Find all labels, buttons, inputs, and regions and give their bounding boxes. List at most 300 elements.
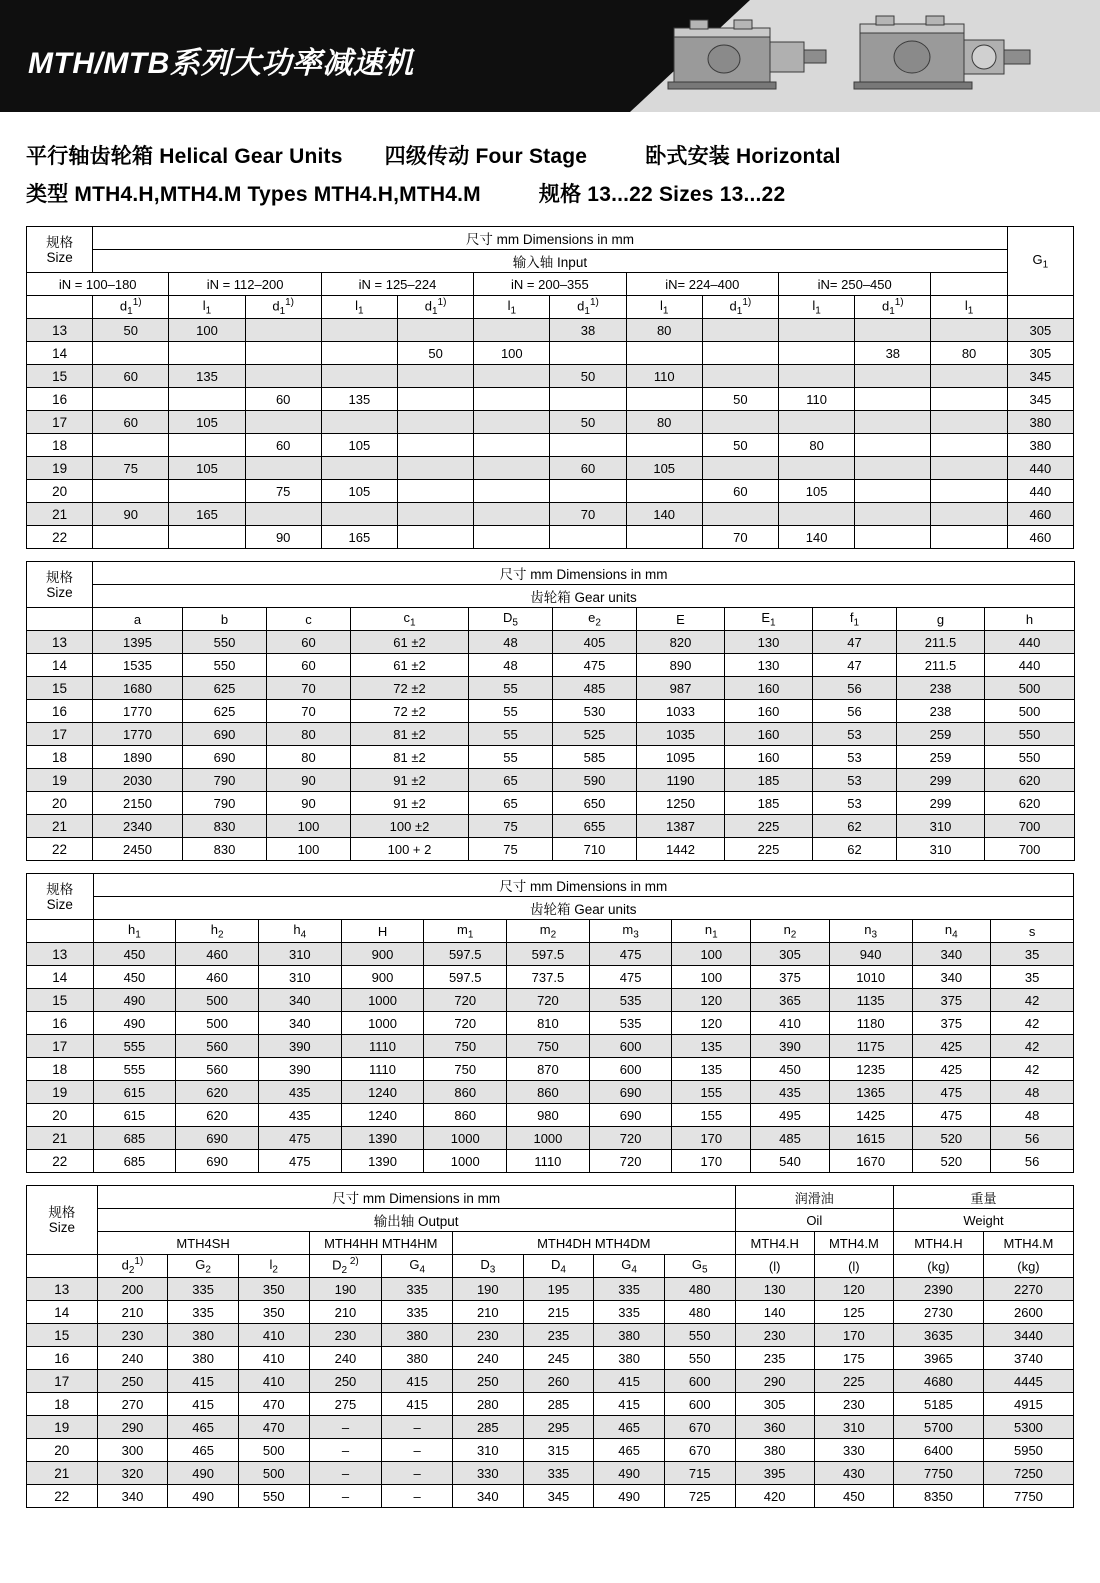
cell-value: 120: [814, 1278, 893, 1301]
cell-value: 135: [321, 388, 397, 411]
cell-value: 500: [238, 1439, 309, 1462]
cell-value: 750: [424, 1058, 507, 1081]
cell-value: [779, 342, 855, 365]
cell-value: 38: [855, 342, 931, 365]
cell-value: –: [382, 1416, 453, 1439]
cell-value: 56: [813, 700, 897, 723]
cell-value: 225: [814, 1370, 893, 1393]
cell-value: –: [309, 1485, 382, 1508]
table-group-row: [27, 1232, 1074, 1255]
cell-value: 1615: [829, 1127, 912, 1150]
cell-value: 375: [912, 989, 991, 1012]
cell-value: 60: [550, 457, 626, 480]
cell-value: 380: [382, 1347, 453, 1370]
cell-value: [550, 388, 626, 411]
dimensions-title: 尺寸 mm Dimensions in mm: [97, 1186, 735, 1209]
cell-value: [626, 342, 702, 365]
cell-value: 390: [751, 1035, 830, 1058]
cell-value: 715: [664, 1462, 735, 1485]
cell-value: 500: [176, 1012, 259, 1035]
cell-value: 1010: [829, 966, 912, 989]
size-label-en: Size: [48, 1220, 75, 1235]
cell-value: 720: [589, 1150, 672, 1173]
cell-value: 1240: [341, 1104, 424, 1127]
cell-value: 540: [751, 1150, 830, 1173]
cell-value: 2390: [893, 1278, 983, 1301]
cell-value: 340: [258, 989, 341, 1012]
cell-value: 440: [1007, 480, 1073, 503]
cell-value: 860: [424, 1081, 507, 1104]
cell-value: 860: [507, 1081, 590, 1104]
cell-value: 60: [267, 631, 351, 654]
cell-value: 750: [507, 1035, 590, 1058]
cell-value: 550: [985, 723, 1075, 746]
cell-value: 105: [169, 457, 245, 480]
cell-value: [397, 457, 473, 480]
cell-value: 48: [469, 631, 553, 654]
cell-value: [397, 411, 473, 434]
cell-value: [626, 434, 702, 457]
table-row: [27, 1416, 1074, 1439]
col-h: h: [985, 608, 1075, 631]
cell-value: [931, 319, 1007, 342]
cell-size: 13: [27, 319, 93, 342]
cell-value: 1770: [93, 723, 183, 746]
cell-value: [855, 319, 931, 342]
page-title: MTH/MTB系列大功率减速机: [28, 47, 414, 80]
col-H: H: [341, 920, 424, 943]
cell-value: 410: [751, 1012, 830, 1035]
cell-value: 1000: [424, 1127, 507, 1150]
cell-value: 2730: [893, 1301, 983, 1324]
intro-sizes: 规格 13...22 Sizes 13...22: [538, 183, 786, 206]
cell-value: 590: [553, 769, 637, 792]
cell-value: 310: [897, 815, 985, 838]
cell-value: 80: [779, 434, 855, 457]
cell-value: 710: [553, 838, 637, 861]
cell-value: 275: [309, 1393, 382, 1416]
cell-size: 17: [27, 1035, 94, 1058]
cell-value: [550, 526, 626, 549]
col-c1: $c_1$: [351, 608, 469, 631]
cell-value: 2340: [93, 815, 183, 838]
cell-value: 4915: [983, 1393, 1073, 1416]
cell-value: [474, 411, 550, 434]
cell-value: 80: [626, 411, 702, 434]
cell-value: [169, 388, 245, 411]
size-header-cell: [27, 562, 93, 608]
cell-value: 238: [897, 700, 985, 723]
cell-value: 55: [469, 723, 553, 746]
cell-value: 140: [735, 1301, 814, 1324]
oil-type-M: MTH4.M: [814, 1232, 893, 1255]
weight-type-H: MTH4.H: [893, 1232, 983, 1255]
table-output: [26, 1185, 1074, 1508]
cell-value: 50: [702, 434, 778, 457]
group-3: iN = 200–355: [474, 273, 626, 296]
cell-value: 1535: [93, 654, 183, 677]
cell-value: 7750: [893, 1462, 983, 1485]
cell-value: 737.5: [507, 966, 590, 989]
cell-value: 1000: [424, 1150, 507, 1173]
cell-size: 21: [27, 1127, 94, 1150]
cell-size: 20: [27, 1104, 94, 1127]
intro-block: [26, 138, 1100, 214]
cell-value: 305: [1007, 342, 1073, 365]
cell-value: [321, 503, 397, 526]
cell-size: 21: [27, 503, 93, 526]
subheader-l1-5: $l_1$: [931, 296, 1007, 319]
cell-value: 60: [702, 480, 778, 503]
cell-value: 240: [309, 1347, 382, 1370]
cell-value: 290: [97, 1416, 168, 1439]
cell-value: [321, 365, 397, 388]
col-s: s: [991, 920, 1074, 943]
cell-value: 410: [238, 1324, 309, 1347]
cell-value: 50: [550, 411, 626, 434]
cell-value: 597.5: [424, 966, 507, 989]
cell-value: 53: [813, 746, 897, 769]
cell-value: 820: [637, 631, 725, 654]
cell-value: [702, 319, 778, 342]
cell-value: 1680: [93, 677, 183, 700]
cell-value: 335: [594, 1278, 665, 1301]
cell-value: 670: [664, 1439, 735, 1462]
col-D4: $D_4$: [523, 1255, 594, 1278]
cell-value: 810: [507, 1012, 590, 1035]
cell-value: 1442: [637, 838, 725, 861]
table-subheader-row: [27, 296, 1074, 319]
cell-value: 1095: [637, 746, 725, 769]
cell-value: 460: [1007, 526, 1073, 549]
cell-value: 597.5: [424, 943, 507, 966]
table-gear2-wrap: [26, 873, 1074, 1173]
table-row: [27, 966, 1074, 989]
cell-value: [93, 342, 169, 365]
col-weight-kg-H: (kg): [893, 1255, 983, 1278]
col-h4: $h_4$: [258, 920, 341, 943]
col-D2: $D_2$ $^{2)}$: [309, 1255, 382, 1278]
cell-value: 390: [258, 1035, 341, 1058]
cell-value: 380: [382, 1324, 453, 1347]
cell-value: [474, 503, 550, 526]
cell-value: 535: [589, 1012, 672, 1035]
cell-value: 165: [321, 526, 397, 549]
gearbox-illustration: [664, 12, 1064, 104]
cell-value: 280: [452, 1393, 523, 1416]
cell-value: 690: [183, 723, 267, 746]
cell-value: [931, 526, 1007, 549]
table-input-body: [27, 319, 1074, 549]
cell-value: 345: [1007, 388, 1073, 411]
cell-value: 1395: [93, 631, 183, 654]
cell-value: 1670: [829, 1150, 912, 1173]
table-row: [27, 989, 1074, 1012]
cell-value: 365: [751, 989, 830, 1012]
cell-value: 475: [258, 1150, 341, 1173]
cell-value: 420: [735, 1485, 814, 1508]
subheader-l1-1: $l_1$: [321, 296, 397, 319]
cell-value: 80: [267, 723, 351, 746]
subheader-d1-1: $d_1^{1)}$: [245, 296, 321, 319]
cell-value: 410: [238, 1347, 309, 1370]
cell-value: 7750: [983, 1485, 1073, 1508]
cell-value: 170: [814, 1324, 893, 1347]
cell-value: 500: [985, 700, 1075, 723]
cell-value: [169, 434, 245, 457]
cell-value: 335: [382, 1278, 453, 1301]
cell-value: 190: [309, 1278, 382, 1301]
cell-value: 410: [238, 1370, 309, 1393]
size-header-cell: [27, 874, 94, 920]
col-weight-kg-M: (kg): [983, 1255, 1073, 1278]
size-header-cell: [27, 227, 93, 273]
cell-value: 550: [664, 1347, 735, 1370]
col-n4: $n_4$: [912, 920, 991, 943]
cell-value: 81 ±2: [351, 723, 469, 746]
cell-value: [855, 365, 931, 388]
cell-value: 170: [672, 1127, 751, 1150]
cell-value: [855, 526, 931, 549]
cell-value: 685: [93, 1127, 176, 1150]
cell-value: 560: [176, 1058, 259, 1081]
group-0: iN = 100–180: [27, 273, 169, 296]
subheader-d1-0: $d_1^{1)}$: [93, 296, 169, 319]
col-G4a: $G_4$: [382, 1255, 453, 1278]
cell-value: 330: [814, 1439, 893, 1462]
cell-value: 225: [725, 838, 813, 861]
cell-value: 380: [594, 1324, 665, 1347]
cell-value: [321, 411, 397, 434]
cell-size: 20: [27, 1439, 98, 1462]
cell-size: 17: [27, 411, 93, 434]
cell-value: 450: [751, 1058, 830, 1081]
cell-value: 235: [523, 1324, 594, 1347]
cell-value: 860: [424, 1104, 507, 1127]
cell-value: 175: [814, 1347, 893, 1370]
cell-size: 19: [27, 1081, 94, 1104]
cell-value: 91 ±2: [351, 769, 469, 792]
cell-value: 50: [550, 365, 626, 388]
cell-value: 8350: [893, 1485, 983, 1508]
cell-value: 55: [469, 700, 553, 723]
cell-size: 20: [27, 792, 93, 815]
cell-value: 300: [97, 1439, 168, 1462]
cell-value: 620: [176, 1104, 259, 1127]
intro-line-2: [26, 176, 1100, 214]
cell-size: 17: [27, 1370, 98, 1393]
cell-size: 20: [27, 480, 93, 503]
cell-value: 310: [258, 966, 341, 989]
cell-value: 200: [97, 1278, 168, 1301]
cell-value: 790: [183, 769, 267, 792]
table-row: [27, 365, 1074, 388]
oil-type-H: MTH4.H: [735, 1232, 814, 1255]
cell-value: 340: [452, 1485, 523, 1508]
cell-value: 490: [93, 989, 176, 1012]
cell-value: 4680: [893, 1370, 983, 1393]
cell-value: 47: [813, 654, 897, 677]
cell-value: 165: [169, 503, 245, 526]
cell-value: 615: [93, 1081, 176, 1104]
group-4: iN= 224–400: [626, 273, 778, 296]
cell-value: 460: [1007, 503, 1073, 526]
cell-size: 18: [27, 434, 93, 457]
cell-value: 520: [912, 1127, 991, 1150]
cell-value: 415: [594, 1393, 665, 1416]
cell-value: 900: [341, 966, 424, 989]
cell-value: 720: [589, 1127, 672, 1150]
cell-value: [169, 526, 245, 549]
table-row: [27, 457, 1074, 480]
cell-value: 53: [813, 792, 897, 815]
table-header-row: [27, 1186, 1074, 1209]
cell-value: 535: [589, 989, 672, 1012]
table-row: [27, 1324, 1074, 1347]
cell-value: 62: [813, 815, 897, 838]
cell-value: 195: [523, 1278, 594, 1301]
oil-header-en: Oil: [735, 1209, 893, 1232]
table-gear1-wrap: [26, 561, 1074, 861]
cell-value: 50: [397, 342, 473, 365]
table-header-row: [27, 562, 1075, 585]
cell-value: 5950: [983, 1439, 1073, 1462]
intro-line-1: [26, 138, 1100, 176]
cell-value: [245, 342, 321, 365]
cell-value: –: [309, 1462, 382, 1485]
cell-value: [626, 526, 702, 549]
cell-size: 22: [27, 526, 93, 549]
cell-value: [626, 480, 702, 503]
cell-value: 110: [779, 388, 855, 411]
cell-value: 415: [382, 1370, 453, 1393]
cell-value: 620: [985, 769, 1075, 792]
cell-value: 465: [594, 1439, 665, 1462]
cell-value: [779, 365, 855, 388]
cell-value: 299: [897, 769, 985, 792]
cell-value: –: [309, 1416, 382, 1439]
cell-size: 15: [27, 677, 93, 700]
cell-value: 1425: [829, 1104, 912, 1127]
table-row: [27, 631, 1075, 654]
table-row: [27, 1301, 1074, 1324]
cell-size: 22: [27, 838, 93, 861]
table-input-wrap: [26, 226, 1074, 549]
cell-value: [397, 388, 473, 411]
table-subheader-row: [27, 920, 1074, 943]
cell-value: 70: [702, 526, 778, 549]
col-G5: $G_5$: [664, 1255, 735, 1278]
cell-value: 3740: [983, 1347, 1073, 1370]
table-output-wrap: [26, 1185, 1074, 1508]
cell-value: 72 ±2: [351, 677, 469, 700]
size-label-cn: 规格: [46, 234, 74, 250]
subheader-G1: [1007, 296, 1073, 319]
cell-value: 375: [751, 966, 830, 989]
cell-value: [93, 480, 169, 503]
table-row: [27, 1012, 1074, 1035]
table-gear-units-1: [26, 561, 1075, 861]
table-subtitle-row: [27, 250, 1074, 273]
cell-value: 690: [176, 1150, 259, 1173]
size-header-cell: [27, 1186, 98, 1255]
table-row: [27, 526, 1074, 549]
cell-value: [702, 365, 778, 388]
cell-value: 615: [93, 1104, 176, 1127]
col-m2: $m_2$: [507, 920, 590, 943]
table-row: [27, 1347, 1074, 1370]
table-row: [27, 480, 1074, 503]
table-row: [27, 1104, 1074, 1127]
cell-value: 600: [664, 1393, 735, 1416]
cell-value: 75: [469, 838, 553, 861]
cell-value: 56: [991, 1150, 1074, 1173]
cell-value: [321, 342, 397, 365]
cell-value: 6400: [893, 1439, 983, 1462]
cell-value: 47: [813, 631, 897, 654]
cell-value: 380: [1007, 411, 1073, 434]
cell-value: [397, 480, 473, 503]
cell-value: [855, 411, 931, 434]
cell-value: 230: [452, 1324, 523, 1347]
col-oil-l-H: (l): [735, 1255, 814, 1278]
table-gear-units-2: [26, 873, 1074, 1173]
cell-value: 450: [93, 966, 176, 989]
cell-value: 380: [168, 1347, 239, 1370]
cell-value: 345: [523, 1485, 594, 1508]
cell-value: 100: [474, 342, 550, 365]
cell-value: 415: [168, 1393, 239, 1416]
cell-value: 550: [183, 654, 267, 677]
cell-value: 2270: [983, 1278, 1073, 1301]
cell-value: [321, 319, 397, 342]
cell-value: 380: [168, 1324, 239, 1347]
table-input: [26, 226, 1074, 549]
cell-value: 285: [523, 1393, 594, 1416]
cell-size: 19: [27, 769, 93, 792]
cell-value: 490: [168, 1462, 239, 1485]
cell-value: [550, 434, 626, 457]
cell-value: 160: [725, 746, 813, 769]
cell-value: 415: [382, 1393, 453, 1416]
cell-value: 48: [469, 654, 553, 677]
cell-value: 440: [985, 631, 1075, 654]
table-row: [27, 943, 1074, 966]
cell-value: 600: [664, 1370, 735, 1393]
cell-value: 120: [672, 989, 751, 1012]
group-5: iN= 250–450: [779, 273, 931, 296]
cell-value: 48: [991, 1104, 1074, 1127]
cell-value: 38: [550, 319, 626, 342]
subheader-l1-3: $l_1$: [626, 296, 702, 319]
col-d2: $d_2^{1)}$: [97, 1255, 168, 1278]
cell-value: 135: [672, 1035, 751, 1058]
cell-value: 310: [897, 838, 985, 861]
cell-value: 425: [912, 1035, 991, 1058]
cell-size: 13: [27, 943, 94, 966]
cell-value: 2150: [93, 792, 183, 815]
cell-value: 460: [176, 966, 259, 989]
subheader-size: [27, 920, 94, 943]
cell-value: [169, 342, 245, 365]
cell-value: 295: [523, 1416, 594, 1439]
subheader-d1-3: $d_1^{1)}$: [550, 296, 626, 319]
table-row: [27, 388, 1074, 411]
cell-value: 160: [725, 677, 813, 700]
cell-value: 480: [664, 1301, 735, 1324]
cell-value: 65: [469, 769, 553, 792]
cell-value: 5185: [893, 1393, 983, 1416]
